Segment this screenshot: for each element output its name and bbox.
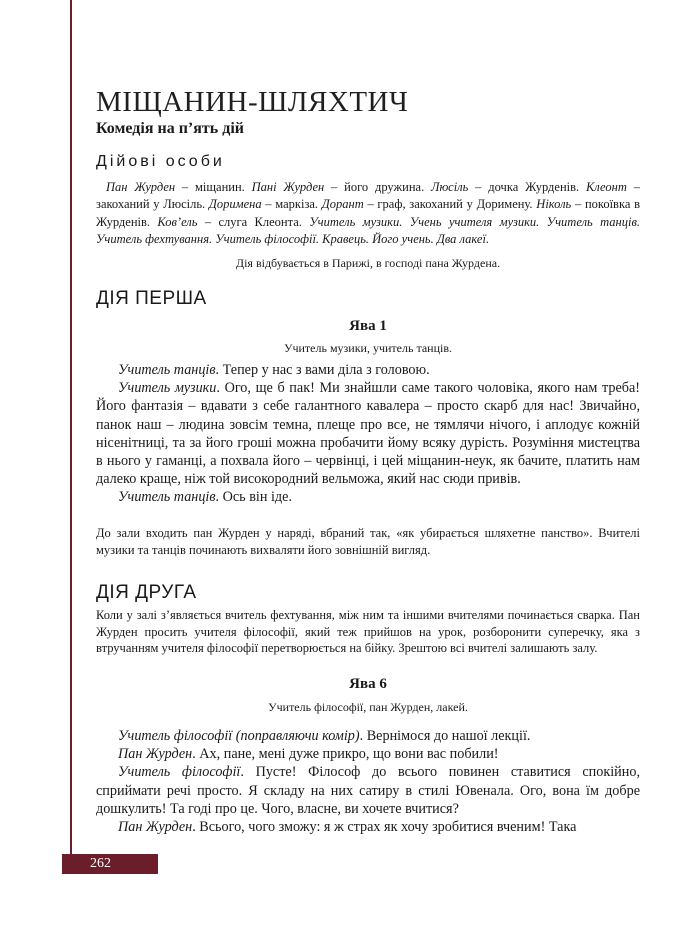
act1-dialog bbox=[96, 361, 640, 507]
setting-note: Дія відбувається в Парижі, в господі пана Журдена. bbox=[235, 256, 501, 270]
line-text: . Вернімося до нашої лекції. bbox=[359, 728, 531, 744]
person-desc: – дочка Журденів. bbox=[468, 180, 586, 194]
person-name: Пан Журден bbox=[106, 180, 176, 194]
person-name: Клеонт bbox=[585, 180, 627, 194]
speaker: Учитель танців bbox=[118, 362, 216, 378]
page-number: 262 bbox=[62, 854, 158, 874]
subtitle: Комедія на п’ять дій bbox=[96, 120, 244, 137]
act1-heading: ДІЯ ПЕРША bbox=[96, 288, 207, 309]
line-text: . Ах, пане, мені дуже прикро, що вони вас побили! bbox=[192, 746, 499, 763]
dialog-line bbox=[96, 727, 640, 745]
person-name: Ков’ель bbox=[157, 214, 198, 229]
act2-dialog bbox=[96, 727, 640, 836]
line-text: . Ось він іде. bbox=[215, 489, 292, 506]
persons-heading: Дійові особи bbox=[96, 153, 225, 170]
person-name: Люсіль bbox=[431, 180, 469, 194]
person-desc: – слуга Клеонта. bbox=[197, 214, 310, 229]
speaker: Учитель музики bbox=[118, 380, 217, 397]
dialog-line bbox=[96, 763, 640, 818]
person-name: Учитель музики. Учень учителя музики. Учитель танців. Учитель фехтування. Учитель філософії. Кравець. Його учень. Два лакеї. bbox=[96, 214, 640, 246]
dialog-line bbox=[96, 488, 640, 506]
person-name: Пані Журден bbox=[251, 180, 325, 194]
act2-stage-direction: Коли у залі з’являється вчитель фехтування, між ним та іншими вчителями починається сварка. Пан Журден просить учителя філософії, який теж прийшов на урок, розборонити суперечку, яка з втручанням учителя філософії перетворюється на бійку. Зрештою всі вчителі залишають залу. bbox=[96, 608, 640, 655]
person-name: Дорант bbox=[321, 197, 364, 212]
person-name: Доримена bbox=[208, 197, 262, 212]
line-text: . Тепер у нас з вами діла з головою. bbox=[215, 362, 430, 378]
person-desc: – міщанин. bbox=[175, 180, 252, 194]
act2-scene-cast: Учитель філософії, пан Журден, лакей. bbox=[268, 700, 468, 714]
dialog-line bbox=[96, 818, 640, 836]
dialog-line bbox=[96, 379, 640, 488]
speaker: Пан Журден bbox=[118, 746, 193, 763]
person-desc: – закоханий у Люсіль. bbox=[96, 180, 641, 212]
line-text: . Пусте! Філософ до всього повинен ставитися спокійно, сприймати речі просто. Я складу на них сатиру в стилі Ювенала. Ого, вона їм добре дошкулить! Та годі про це. Чого, власне, ви хочете вчитися? bbox=[96, 764, 641, 817]
act2-scene-heading: Ява 6 bbox=[349, 676, 387, 692]
margin-rule bbox=[70, 0, 72, 854]
speaker: Учитель філософії (поправляючи комір) bbox=[118, 728, 360, 744]
speaker: Учитель танців bbox=[118, 489, 216, 506]
act1-scene-cast: Учитель музики, учитель танців. bbox=[283, 341, 453, 355]
page-title: МІЩАНИН-ШЛЯХТИЧ bbox=[96, 86, 409, 118]
act1-scene-heading: Ява 1 bbox=[349, 318, 387, 334]
line-text: . Ого, ще б пак! Ми знайшли саме такого чоловіка, якого нам треба! Його фантазія – вдавати з себе галантного кавалера – просто скарб для нас! Звичайно, панок наш – людина зовсім темна, плеще про все, не тямлячи нічого, і аплодує кожній нісенітниці, та за його гроші можна пробачити йому всяку дурість. Розуміння мистецтва в нього у гаманці, а похвала його – червінці, і цей міщанин-неук, як бачите, платить нам далеко краще, ніж той високородний вельможа, який нас сюди привів. bbox=[96, 380, 640, 488]
dialog-line bbox=[96, 361, 640, 379]
person-desc: – маркіза. bbox=[261, 197, 322, 212]
person-desc: – його дружина. bbox=[324, 180, 432, 194]
speaker: Пан Журден bbox=[118, 819, 193, 836]
dialog-line bbox=[96, 745, 640, 763]
persons-list bbox=[96, 179, 640, 248]
person-desc: – граф, закоханий у Доримену. bbox=[363, 197, 537, 212]
act2-heading: ДІЯ ДРУГА bbox=[96, 582, 197, 603]
person-name: Ніколь bbox=[536, 197, 572, 212]
line-text: . Всього, чого зможу: я ж страх як хочу зробитися вченим! Така bbox=[192, 819, 577, 836]
speaker: Учитель філософії bbox=[118, 764, 241, 781]
person-desc: – покоївка в Журденів. bbox=[96, 197, 641, 229]
act1-stage-direction: До зали входить пан Журден у наряді, вбраний так, «як убирається шляхетне панство». Вчителі музики та танців починають вихваляти його зовнішній вигляд. bbox=[96, 526, 640, 557]
